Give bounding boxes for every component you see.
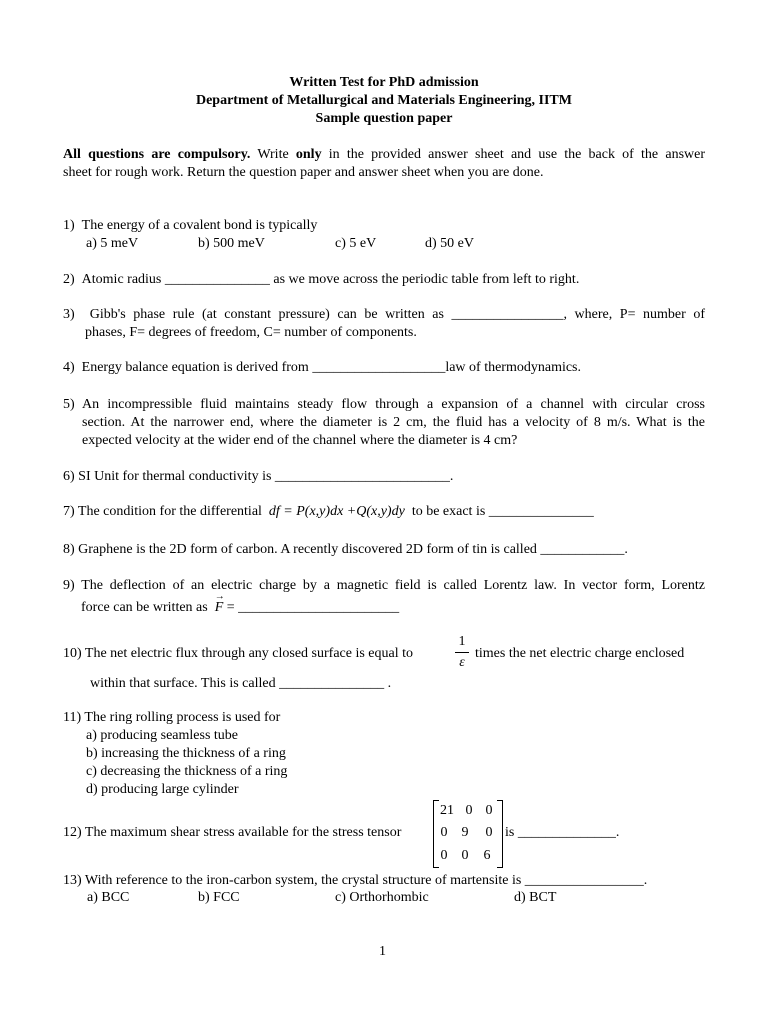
question-10-text-after: times the net electric charge enclosed <box>475 646 685 661</box>
q1-option-d: d) 50 eV <box>425 236 474 251</box>
q13-option-d: d) BCT <box>514 890 557 905</box>
instructions-text-2: in the provided answer sheet and use the back of the answer <box>321 147 705 162</box>
question-9-line-1: 9) The deflection of an electric charge by a magnetic field is called Lorentz law. In vector form, Lorentz <box>63 578 705 593</box>
force-vector-symbol: → F <box>215 599 224 617</box>
q11-option-c: c) decreasing the thickness of a ring <box>86 764 288 779</box>
matrix-cell: 0 <box>440 825 448 840</box>
question-3-line-2: phases, F= degrees of freedom, C= number of components. <box>85 325 417 340</box>
instructions-bold-2: only <box>295 147 322 162</box>
instructions-line-2: sheet for rough work. Return the question paper and answer sheet when you are done. <box>63 165 544 180</box>
fraction-denominator: ε <box>459 655 465 670</box>
q7-text-after: to be exact is _______________ <box>411 504 594 519</box>
question-5-line-2: section. At the narrower end, where the diameter is 2 cm, the fluid has a velocity of 8 m/s. What is the <box>82 415 705 430</box>
q9-text-after: = _______________________ <box>226 600 400 615</box>
matrix-cell: 0 <box>461 848 469 863</box>
subtitle-line: Sample question paper <box>315 111 453 126</box>
matrix-cell: 0 <box>465 803 473 818</box>
question-12-text-after: is ______________. <box>505 825 620 840</box>
q9-text-before: force can be written as <box>81 600 208 615</box>
stress-tensor-matrix <box>433 800 503 866</box>
page-number: 1 <box>379 944 386 959</box>
q7-differential-expression: df = P(x,y)dx +Q(x,y)dy <box>268 504 405 519</box>
q1-option-a: a) 5 meV <box>86 236 139 251</box>
instructions-bold-1: All questions are compulsory. <box>63 147 251 162</box>
q11-option-b: b) increasing the thickness of a ring <box>86 746 286 761</box>
question-5-line-3: expected velocity at the wider end of the channel where the diameter is 4 cm? <box>82 433 518 448</box>
question-12-text-before: 12) The maximum shear stress available for the stress tensor <box>63 825 402 840</box>
question-5-line-1: 5) An incompressible fluid maintains steady flow through a expansion of a channel with circular cross <box>63 397 705 412</box>
question-1: 1) The energy of a covalent bond is typically <box>63 218 318 233</box>
department-line: Department of Metallurgical and Materials Engineering, IITM <box>195 93 572 108</box>
matrix-cell: 21 <box>440 803 454 818</box>
q1-option-b: b) 500 meV <box>198 236 265 251</box>
instructions-line-1 <box>63 146 705 164</box>
question-13: 13) With reference to the iron-carbon system, the crystal structure of martensite is _________________. <box>63 873 648 888</box>
q7-text-before: 7) The condition for the differential <box>63 504 262 519</box>
question-9-line-2 <box>81 599 399 617</box>
q13-option-b: b) FCC <box>198 890 240 905</box>
question-2: 2) Atomic radius _______________ as we move across the periodic table from left to right. <box>63 272 580 287</box>
question-4: 4) Energy balance equation is derived from ___________________law of thermodynamics. <box>63 360 582 375</box>
matrix-cell: 0 <box>485 803 493 818</box>
fraction-numerator: 1 <box>458 634 466 649</box>
instructions-text-1: Write <box>250 147 296 162</box>
q11-option-d: d) producing large cylinder <box>86 782 239 797</box>
question-10-text-before: 10) The net electric flux through any closed surface is equal to <box>63 646 414 661</box>
matrix-cell: 0 <box>485 825 493 840</box>
question-8: 8) Graphene is the 2D form of carbon. A recently discovered 2D form of tin is called ____________. <box>63 542 628 557</box>
q1-option-c: c) 5 eV <box>335 236 377 251</box>
q13-option-c: c) Orthorhombic <box>335 890 429 905</box>
question-10-line-2: within that surface. This is called _______________ . <box>90 676 392 691</box>
matrix-cell: 0 <box>440 848 448 863</box>
question-11: 11) The ring rolling process is used for <box>63 710 281 725</box>
matrix-cell: 9 <box>461 825 469 840</box>
q10-fraction <box>455 634 469 671</box>
question-6: 6) SI Unit for thermal conductivity is _________________________. <box>63 469 454 484</box>
fraction-bar <box>455 652 469 653</box>
q11-option-a: a) producing seamless tube <box>86 728 239 743</box>
question-7 <box>63 503 594 521</box>
title-line: Written Test for PhD admission <box>289 75 479 90</box>
matrix-cell: 6 <box>483 848 491 863</box>
q13-option-a: a) BCC <box>87 890 130 905</box>
question-3-line-1: 3) Gibb's phase rule (at constant pressure) can be written as ________________, where, P= number of <box>63 307 705 322</box>
